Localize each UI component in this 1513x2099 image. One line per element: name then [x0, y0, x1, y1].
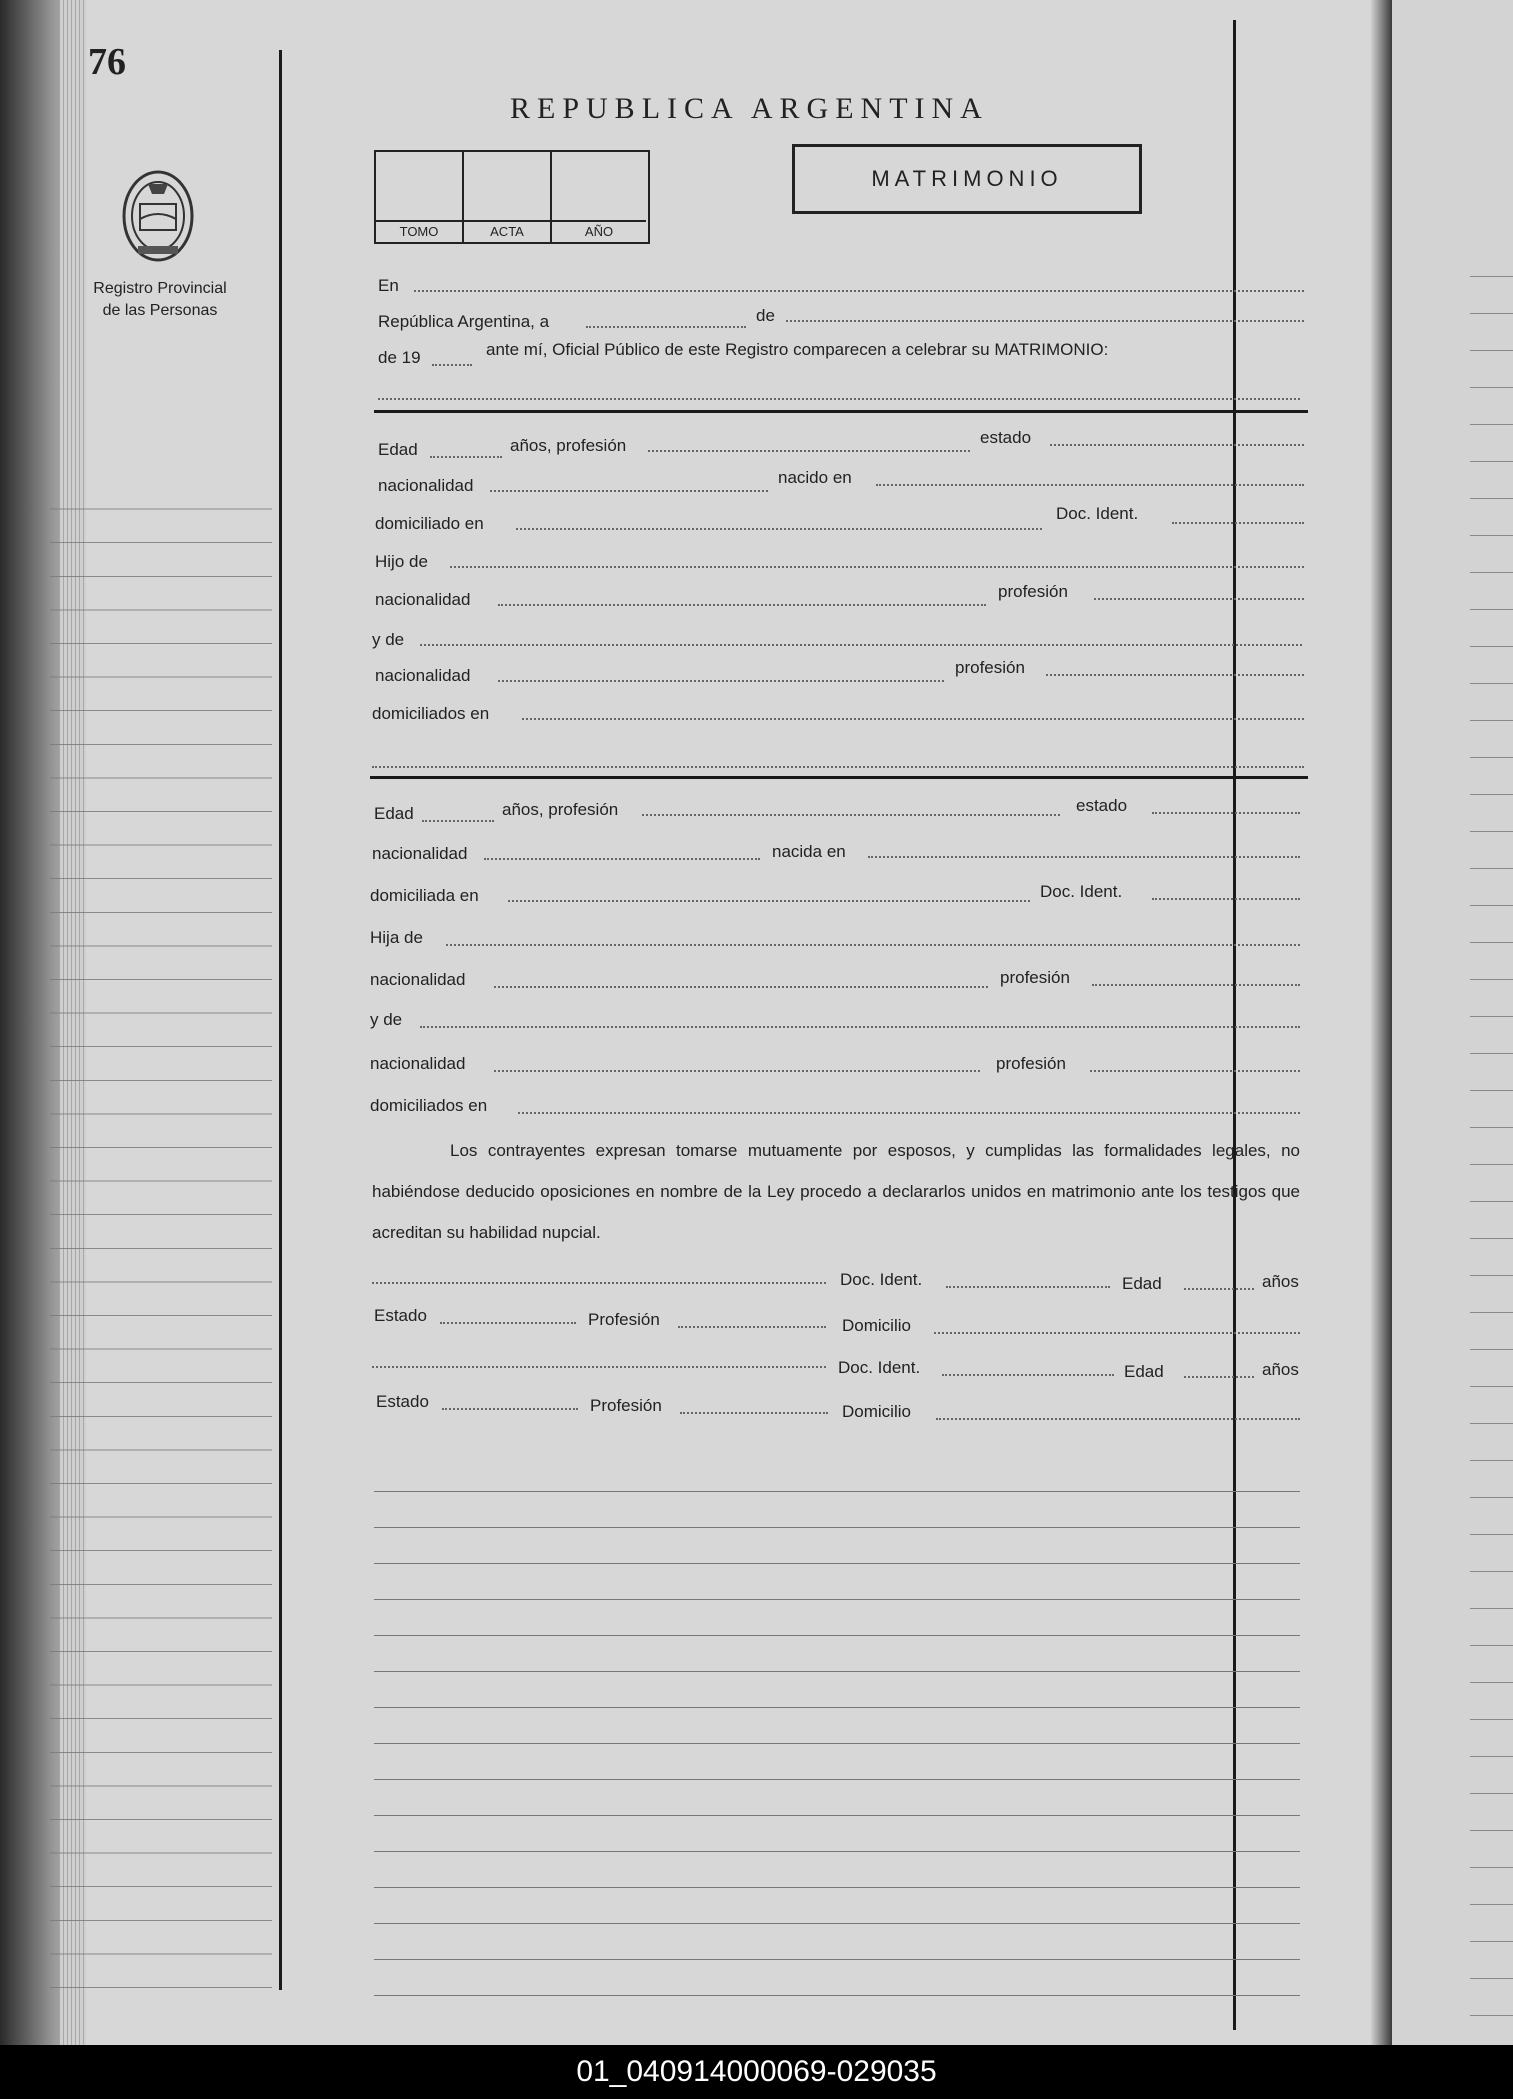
reference-box: [374, 150, 650, 244]
scan-identifier: 01_040914000069-029035: [0, 2045, 1513, 2099]
groom-prof3-label: profesión: [955, 658, 1025, 677]
groom-hijo-blank: [450, 566, 1304, 568]
bride-prof3-blank: [1090, 1070, 1300, 1072]
witness2-name-blank: [372, 1366, 826, 1368]
witness1-estado-label: Estado: [374, 1306, 427, 1325]
bride-estado-blank: [1152, 812, 1300, 814]
witness2-doc-blank: [942, 1374, 1114, 1376]
groom-profesion-blank: [648, 450, 970, 452]
groom-nacido-blank: [876, 484, 1304, 486]
margin-divider: [279, 50, 282, 1990]
witness2-edad-label: Edad: [1124, 1362, 1164, 1381]
provincial-seal-icon: [118, 164, 198, 264]
bride-yde-blank: [420, 1026, 1300, 1028]
groom-nacionalidad-label: nacionalidad: [378, 476, 474, 495]
groom-domiciliados-blank: [522, 718, 1304, 720]
page-number: 76: [88, 41, 126, 83]
groom-prof2-label: profesión: [998, 582, 1068, 601]
bride-edad-label: Edad: [374, 804, 414, 823]
document-title: REPUBLICA ARGENTINA: [510, 92, 989, 125]
groom-nac3-label: nacionalidad: [375, 666, 471, 685]
groom-edad-blank: [430, 456, 502, 458]
acta-label: ACTA: [464, 220, 550, 242]
bride-domiciliada-blank: [508, 900, 1030, 902]
bride-hija-blank: [446, 944, 1300, 946]
bride-yde-label: y de: [370, 1010, 403, 1029]
section-divider-1: [374, 410, 1308, 413]
bride-domiciliados-blank: [518, 1112, 1300, 1114]
witness1-profesion-blank: [678, 1326, 826, 1328]
bride-estado-label: estado: [1076, 796, 1128, 815]
book-gutter: [1370, 0, 1392, 2045]
groom-yde-label: y de: [372, 630, 405, 649]
tomo-label: TOMO: [376, 220, 462, 242]
bride-nacida-blank: [868, 856, 1300, 858]
witness1-edad-label: Edad: [1122, 1274, 1162, 1293]
bride-prof3-label: profesión: [996, 1054, 1066, 1073]
blank-day: [586, 326, 746, 328]
witness2-profesion-blank: [680, 1412, 828, 1414]
groom-prof3-blank: [1046, 674, 1304, 676]
bride-doc-label: Doc. Ident.: [1040, 882, 1123, 901]
witness1-doc-blank: [946, 1286, 1110, 1288]
groom-estado-blank: [1050, 444, 1304, 446]
witness2-domicilio-label: Domicilio: [842, 1402, 911, 1421]
label-ante: ante mí, Oficial Público de este Registro comparecen a celebrar su MATRIMONIO:: [486, 340, 1109, 359]
bride-hija-label: Hija de: [370, 928, 423, 947]
groom-prof2-blank: [1094, 598, 1304, 600]
groom-edad-label: Edad: [378, 440, 418, 459]
witness2-estado-label: Estado: [376, 1392, 429, 1411]
groom-nacido-label: nacido en: [778, 468, 852, 487]
groom-yde-blank: [420, 644, 1302, 646]
witness2-anios-label: años: [1262, 1360, 1299, 1379]
bride-profesion-label: años, profesión: [502, 800, 619, 819]
groom-doc-label: Doc. Ident.: [1056, 504, 1139, 523]
bride-nacionalidad-label: nacionalidad: [372, 844, 468, 863]
groom-hijo-label: Hijo de: [375, 552, 428, 571]
groom-nac3-blank: [498, 680, 944, 682]
groom-profesion-label: años, profesión: [510, 436, 627, 455]
witness1-doc-label: Doc. Ident.: [840, 1270, 923, 1289]
witness2-doc-label: Doc. Ident.: [838, 1358, 921, 1377]
bride-nac2-label: nacionalidad: [370, 970, 466, 989]
witness2-domicilio-blank: [936, 1418, 1300, 1420]
witness1-edad-blank: [1184, 1288, 1254, 1290]
anio-label: AÑO: [552, 220, 646, 242]
groom-nac2-label: nacionalidad: [375, 590, 471, 609]
label-de: de: [756, 306, 775, 325]
groom-domiciliado-label: domiciliado en: [375, 514, 484, 533]
groom-domiciliados-label: domiciliados en: [372, 704, 490, 723]
groom-doc-blank: [1172, 522, 1304, 524]
bride-nacionalidad-blank: [484, 858, 760, 860]
groom-extra-blank: [372, 766, 1304, 768]
tomo-cell: [376, 152, 464, 242]
registry-name: [60, 278, 260, 322]
groom-estado-label: estado: [980, 428, 1032, 447]
margin-ruled-lines: [50, 476, 272, 1996]
bride-prof2-blank: [1092, 984, 1300, 986]
bride-prof2-label: profesión: [1000, 968, 1070, 987]
act-type-box: MATRIMONIO: [792, 144, 1142, 214]
witness1-domicilio-label: Domicilio: [842, 1316, 911, 1335]
facing-page-lines: [1470, 240, 1513, 2020]
witness1-estado-blank: [440, 1322, 576, 1324]
groom-nacionalidad-blank: [490, 490, 768, 492]
witness1-name-blank: [372, 1282, 826, 1284]
bride-domiciliada-label: domiciliada en: [370, 886, 479, 905]
blank-names: [378, 398, 1300, 400]
anio-cell: [552, 152, 646, 242]
acta-cell: [464, 152, 552, 242]
witness2-estado-blank: [442, 1408, 578, 1410]
bride-nac3-label: nacionalidad: [370, 1054, 466, 1073]
bride-doc-blank: [1152, 898, 1300, 900]
groom-domiciliado-blank: [516, 528, 1042, 530]
label-de19: de 19: [378, 348, 421, 367]
observations-ruled-lines: [374, 1456, 1300, 2016]
groom-nac2-blank: [498, 604, 986, 606]
bride-edad-blank: [422, 820, 494, 822]
registry-line-2: de las Personas: [102, 302, 218, 319]
label-en: En: [378, 276, 399, 295]
witness1-profesion-label: Profesión: [588, 1310, 660, 1329]
witness2-profesion-label: Profesión: [590, 1396, 662, 1415]
witness2-edad-blank: [1184, 1376, 1254, 1378]
witness1-anios-label: años: [1262, 1272, 1299, 1291]
label-republica: República Argentina, a: [378, 312, 550, 331]
bride-domiciliados-label: domiciliados en: [370, 1096, 488, 1115]
witness1-domicilio-blank: [934, 1332, 1300, 1334]
bride-profesion-blank: [642, 814, 1060, 816]
declaration-text: Los contrayentes expresan tomarse mutuamente por esposos, y cumplidas las formalidades legales, no habiéndose deducido oposiciones en nombre de la Ley procedo a declararlos unidos en matrimonio ante los testigos que acreditan su habilidad nupcial.: [372, 1141, 1300, 1242]
blank-en: [414, 290, 1304, 292]
bride-nac3-blank: [494, 1070, 980, 1072]
registry-line-1: Registro Provincial: [93, 280, 227, 297]
bride-nacida-label: nacida en: [772, 842, 846, 861]
blank-month: [786, 320, 1304, 322]
section-divider-2: [370, 776, 1308, 779]
blank-year: [432, 364, 472, 366]
bride-nac2-blank: [494, 986, 988, 988]
